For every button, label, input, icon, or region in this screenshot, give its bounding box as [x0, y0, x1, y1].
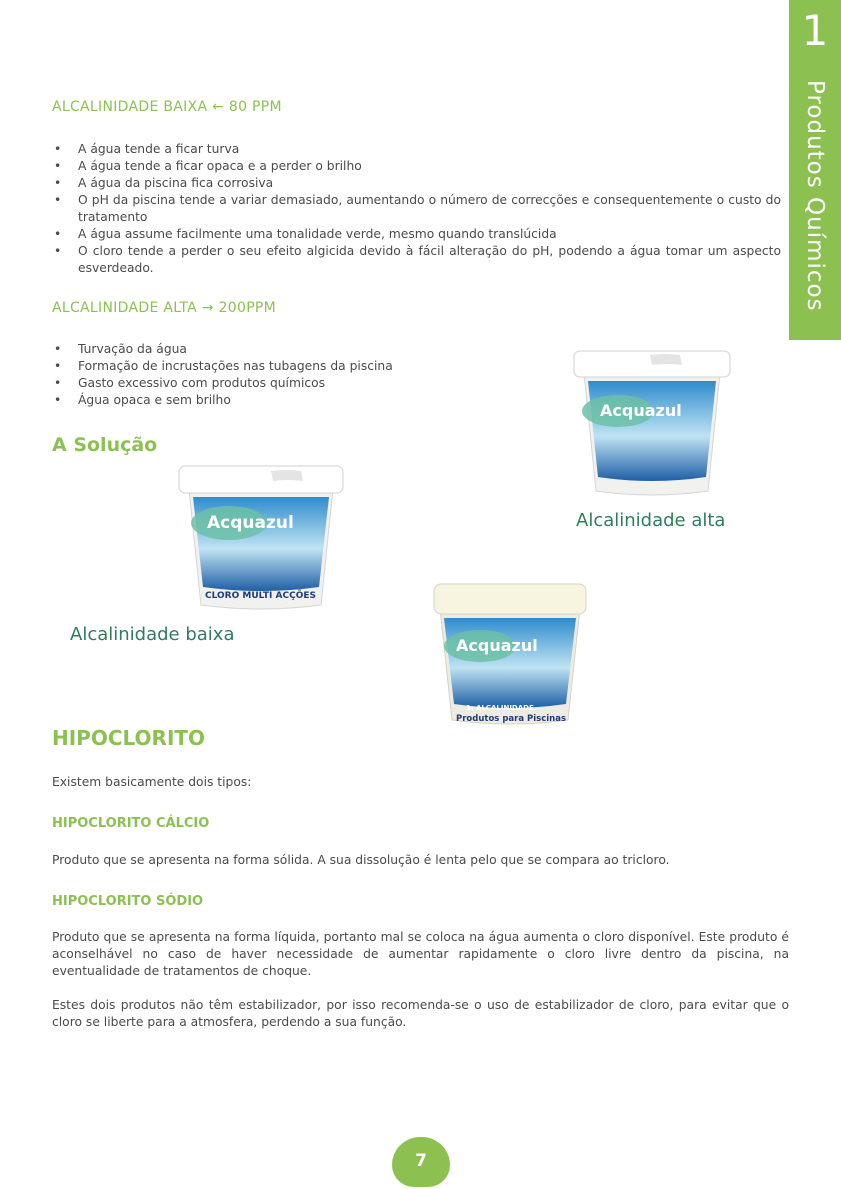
chapter-label: Produtos Químicos	[802, 80, 828, 312]
hipoclorito-title: HIPOCLORITO	[52, 726, 206, 750]
caption-low-alkalinity: Alcalinidade baixa	[70, 624, 235, 645]
list-item: • O pH da piscina tende a variar demasiado, aumentando o número de correcções e consequentemente o custo do tratamento	[52, 192, 781, 226]
product-bucket-high	[570, 345, 734, 500]
page-number: 7	[392, 1137, 450, 1187]
list-item: • A água tende a ficar turva	[52, 141, 781, 158]
list-item: • Formação de incrustações nas tubagens da piscina	[52, 358, 472, 375]
hipoclorito-intro: Existem basicamente dois tipos:	[52, 775, 252, 789]
list-item: • A água assume facilmente uma tonalidade verde, mesmo quando translúcida	[52, 226, 781, 243]
caption-high-alkalinity: Alcalinidade alta	[576, 510, 726, 531]
list-item: • Turvação da água	[52, 341, 472, 358]
bucket-sublabel: 1. ALCALINIDADE	[466, 704, 534, 712]
hipoclorito-calcio-text: Produto que se apresenta na forma sólida. A sua dissolução é lenta pelo que se compara ao tricloro.	[52, 853, 670, 867]
product-bucket-alkalinity	[430, 580, 590, 730]
solution-title: A Solução	[52, 434, 158, 456]
chapter-number: 1	[801, 6, 829, 55]
bucket-label: CLORO MULTI ACÇÕES	[205, 591, 316, 601]
high-alkalinity-list	[52, 341, 472, 409]
bucket-brand: Acquazul	[456, 636, 538, 655]
high-alkalinity-title: ALCALINIDADE ALTA → 200PPM	[52, 300, 277, 316]
hipoclorito-calcio-title: HIPOCLORITO CÁLCIO	[52, 816, 210, 831]
list-item: • A água da piscina fica corrosiva	[52, 175, 781, 192]
product-bucket-multi	[175, 461, 347, 613]
list-item: • O cloro tende a perder o seu efeito algicida devido à fácil alteração do pH, podendo a água tomar um aspecto esverdeado.	[52, 243, 781, 277]
list-item: • Gasto excessivo com produtos químicos	[52, 375, 472, 392]
list-item: • Água opaca e sem brilho	[52, 392, 472, 409]
list-item: • A água tende a ficar opaca e a perder o brilho	[52, 158, 781, 175]
hipoclorito-sodio-title: HIPOCLORITO SÓDIO	[52, 894, 204, 909]
stabilizer-note: Estes dois produtos não têm estabilizador, por isso recomenda-se o uso de estabilizador de cloro, para evitar que o cloro se liberte para a atmosfera, perdendo a sua função.	[52, 998, 789, 1029]
hipoclorito-sodio-text: Produto que se apresenta na forma líquida, portanto mal se coloca na água aumenta o cloro disponível. Este produto é aconselhável no caso de haver necessidade de aumentar rapidamente o cloro livre dentro da piscina, na eventualidade de tratamentos de choque.	[52, 930, 789, 978]
low-alkalinity-title: ALCALINIDADE BAIXA ← 80 PPM	[52, 99, 282, 115]
low-alkalinity-list	[52, 141, 781, 277]
bucket-brand: Acquazul	[600, 401, 682, 420]
bucket-brand: Acquazul	[207, 513, 294, 533]
bucket-label: Produtos para Piscinas	[456, 714, 567, 724]
chapter-side-tab	[789, 0, 841, 340]
